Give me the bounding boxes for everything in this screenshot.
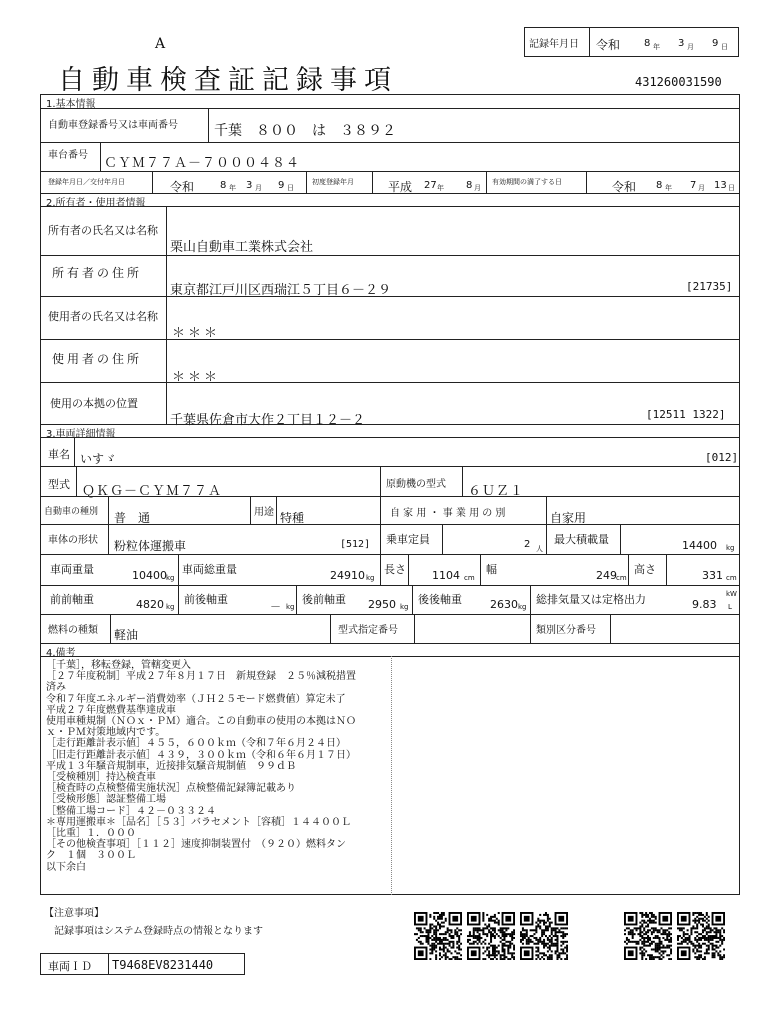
front-front-axle-value: 4820 (136, 598, 164, 611)
remarks-line: ［２７年度税制］平成２７年８月１７日 新規登録 ２５％減税措置 (46, 671, 356, 683)
owner-address-label: 所有者の住所 (52, 266, 143, 280)
owner-address-value: 東京都江戸川区西瑞江５丁目６－２９ (170, 283, 392, 298)
width-value: 249 (596, 569, 617, 582)
displacement-value: 9.83 (692, 598, 717, 611)
record-date-day: 9 (712, 38, 719, 49)
body-shape-value: 粉粒体運搬車 (114, 539, 187, 553)
remarks-line: ｘ・ＰＭ対策地域内です。 (46, 727, 166, 739)
document-title: 自動車検査証記録事項 (58, 65, 398, 96)
model-label: 型式 (48, 478, 70, 491)
base-location-value: 千葉県佐倉市大作２丁目１２－２ (170, 413, 366, 428)
remarks-line: ［その他検査事項］［１１２］速度抑制装置付 （９２０）燃料タン (46, 839, 346, 851)
user-name-value: ＊＊＊ (172, 326, 221, 341)
owner-name-label: 所有者の氏名又は名称 (48, 224, 158, 237)
remarks-line: ［旧走行距離計表示値］４３９，３００ｋｍ（令和６年６月１７日） (46, 749, 356, 761)
front-front-axle-label: 前前軸重 (50, 593, 94, 606)
expiry-label: 有効期間の満了する日 (492, 178, 562, 186)
base-location-code: [12511 1322] (646, 408, 726, 421)
record-date-month: 3 (678, 38, 685, 49)
rear-rear-axle-value: 2630 (490, 598, 518, 611)
base-location-label: 使用の本拠の位置 (50, 397, 138, 410)
first-reg-label: 初度登録年月 (312, 178, 354, 186)
max-load-label: 最大積載量 (554, 533, 609, 546)
vehicle-weight-value: 10400 (132, 569, 167, 582)
owner-code: [21735] (686, 280, 733, 293)
owner-name-value: 栗山自動車工業株式会社 (170, 240, 314, 255)
section-owner-title: 2.所有者・使用者情報 (46, 198, 146, 209)
kind-value: 普 通 (114, 511, 151, 525)
qr-code-4 (624, 912, 672, 960)
maker-label: 車名 (48, 448, 70, 461)
user-name-label: 使用者の氏名又は名称 (48, 310, 158, 323)
record-date-label: 記録年月日 (529, 39, 579, 50)
remarks-line: ＊専用運搬車＊［品名］［５３］バラセメント［容積］１４４００Ｌ (46, 816, 351, 828)
fuel-type-label: 燃料の種類 (48, 625, 98, 636)
use-label: 用途 (254, 507, 274, 518)
maker-value: いすゞ (80, 452, 117, 466)
section-basic-title: 1.基本情報 (46, 99, 96, 110)
user-address-label: 使用者の住所 (52, 352, 143, 366)
engine-label: 原動機の型式 (386, 479, 446, 490)
chassis-label: 車台番号 (48, 150, 88, 161)
qr-code-5 (677, 912, 725, 960)
height-value: 331 (702, 569, 723, 582)
vehicle-id-label: 車両ＩＤ (48, 960, 92, 973)
qr-code-1 (414, 912, 462, 960)
rear-rear-axle-label: 後後軸重 (418, 593, 462, 606)
reg-number-value: 千葉 ８００ は ３８９２ (214, 123, 396, 139)
record-date-year: 8 (644, 38, 651, 49)
remarks-line: 平成１３年騒音規制車，近接排気騒音規制値 ９９ｄＢ (46, 760, 296, 772)
front-rear-axle-label: 前後軸重 (184, 593, 228, 606)
rear-front-axle-value: 2950 (368, 598, 396, 611)
remarks-line: ［検査時の点検整備実施状況］点検整備記録簿記載あり (46, 783, 296, 795)
section-vehicle-title: 3.車両詳細情報 (46, 429, 116, 440)
vehicle-id-value: T9468EV8231440 (112, 958, 214, 972)
body-shape-label: 車体の形状 (48, 535, 98, 546)
remarks-line: ［受検形態］認証整備工場 (46, 794, 166, 806)
remarks-line: 以下余白 (46, 861, 86, 873)
expiry-era: 令和 (612, 180, 637, 194)
remarks-line: ［受検種別］持込検査車 (46, 772, 156, 784)
vehicle-weight-label: 車両重量 (50, 563, 94, 576)
document-number: 431260031590 (635, 75, 722, 89)
section-remarks-title: 4.備考 (46, 648, 76, 659)
remarks-line: ク １個 ３００Ｌ (46, 850, 136, 862)
notes-title: 【注意事項】 (44, 908, 104, 919)
remarks-line: ［整備工場コード］４２－０３３２４ (46, 805, 216, 817)
record-date-era: 令和 (596, 38, 621, 52)
rear-front-axle-label: 後前軸重 (302, 593, 346, 606)
height-label: 高さ (634, 563, 656, 576)
remarks-line: ［比重］１．０００ (46, 828, 136, 840)
gross-weight-value: 24910 (330, 569, 365, 582)
capacity-value: 2 (524, 539, 531, 550)
remarks-line: 平成２７年度燃費基準達成車 (46, 704, 176, 716)
gross-weight-label: 車両総重量 (182, 563, 237, 576)
business-type-value: 自家用 (550, 511, 587, 525)
first-reg-era: 平成 (388, 180, 413, 194)
remarks-line: 済み (46, 682, 66, 694)
remarks-line: ［千葉］，移転登録，管轄変更入 (46, 660, 191, 671)
category-number-label: 類別区分番号 (536, 625, 596, 636)
front-rear-axle-value: － (270, 600, 281, 613)
length-label: 長さ (384, 563, 406, 576)
type-designation-label: 型式指定番号 (338, 625, 398, 636)
form-mark: A (155, 36, 166, 52)
body-shape-code: [512] (340, 539, 371, 550)
remarks-list (46, 660, 390, 873)
use-value: 特種 (280, 511, 305, 525)
qr-code-2 (467, 912, 515, 960)
reg-date-era: 令和 (170, 180, 195, 194)
reg-date-label: 登録年月日／交付年月日 (48, 178, 125, 186)
model-value: ＱＫＧ－ＣＹＭ７７Ａ (82, 484, 223, 499)
capacity-label: 乗車定員 (386, 533, 430, 546)
notes-text: 記録事項はシステム登録時点の情報となります (54, 926, 263, 937)
maker-code: [012] (705, 451, 739, 464)
chassis-value: ＣＹＭ７７Ａ－７０００４８４ (104, 156, 301, 171)
user-address-value: ＊＊＊ (172, 370, 221, 385)
engine-value: ６ＵＺ１ (468, 484, 525, 499)
qr-code-3 (520, 912, 568, 960)
max-load-value: 14400 (682, 539, 717, 552)
length-value: 1104 (432, 569, 460, 582)
width-label: 幅 (486, 563, 497, 576)
remarks-line: ［走行距離計表示値］４５５，６００ｋｍ（令和７年６月２４日） (46, 738, 346, 750)
reg-number-label: 自動車登録番号又は車両番号 (48, 120, 178, 131)
remarks-line: 使用車種規制（ＮＯｘ・ＰＭ）適合。この自動車の使用の本拠はＮＯ (46, 716, 356, 728)
displacement-label: 総排気量又は定格出力 (536, 593, 646, 606)
business-type-label: 自 家 用 ・ 事 業 用 の 別 (390, 508, 506, 519)
remarks-line: 令和７年度エネルギー消費効率（ＪＨ２５モード燃費値）算定未了 (46, 693, 346, 705)
fuel-type-value: 軽油 (114, 628, 139, 642)
kind-label: 自動車の種別 (44, 507, 99, 517)
